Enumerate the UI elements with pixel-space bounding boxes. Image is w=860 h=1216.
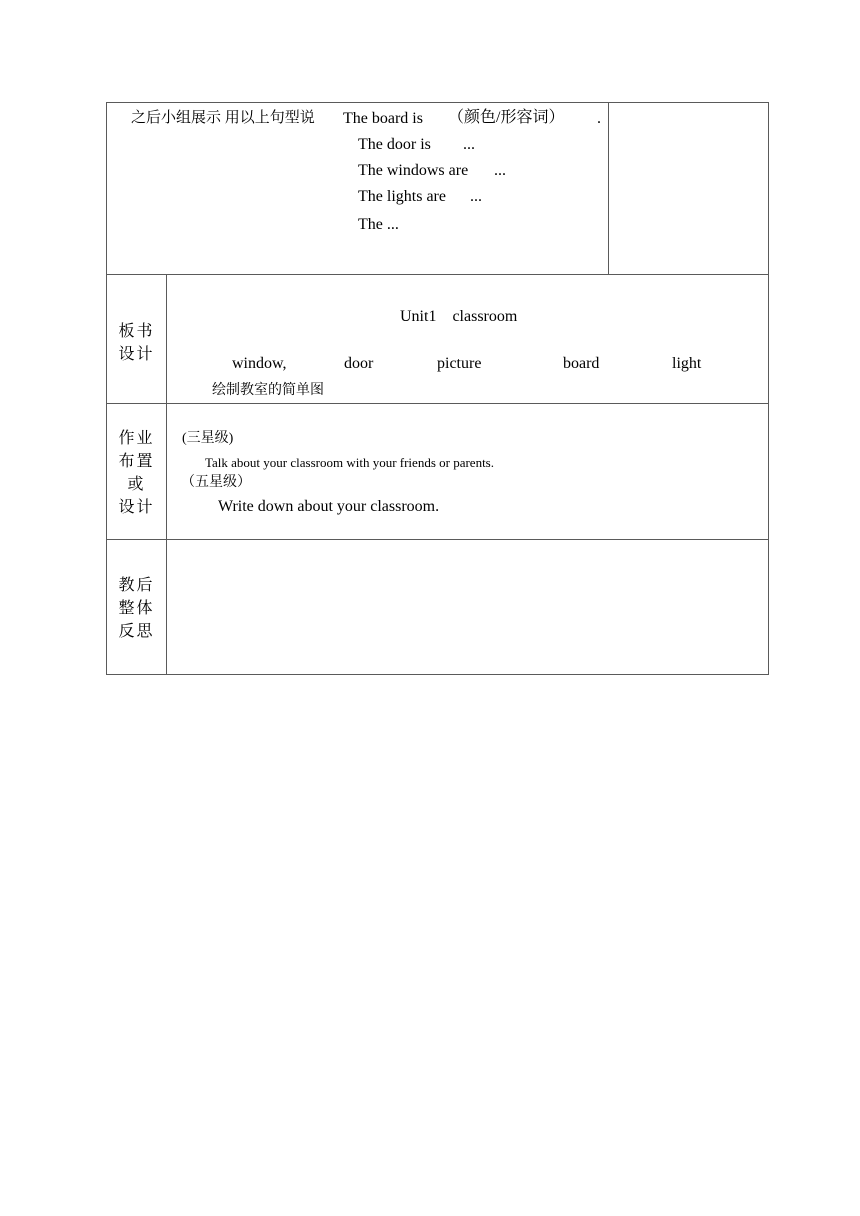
homework-label-line: 布置 (118, 453, 155, 470)
pattern-lights: The lights are (358, 188, 446, 205)
board-word: board (563, 355, 600, 372)
board-design-label-line: 设计 (118, 346, 155, 363)
board-design-label-line: 板书 (118, 323, 155, 340)
board-design-label (107, 320, 166, 366)
homework-label (107, 427, 166, 519)
pattern-windows-end: ... (494, 162, 506, 179)
pattern-door-end: ... (463, 136, 475, 153)
board-word: door (344, 355, 374, 372)
divider-row1-note (608, 102, 609, 275)
pattern-lights-end: ... (470, 188, 482, 205)
homework-label-line: 设计 (118, 499, 155, 516)
pattern-door: The door is (358, 136, 431, 153)
homework-level-three-star: (三星级) (182, 431, 234, 446)
board-drawing-note: 绘制教室的简单图 (212, 383, 324, 398)
homework-label-line: 作业 (118, 430, 155, 447)
border-top (106, 102, 769, 103)
border-right (768, 102, 769, 675)
pattern-board-end: . (597, 110, 601, 127)
pattern-windows: The windows are (358, 162, 469, 179)
reflection-label-line: 反思 (118, 623, 155, 640)
pattern-other: The ... (358, 216, 399, 233)
reflection-label (107, 574, 166, 643)
border-row3-bottom (106, 539, 769, 540)
reflection-label-line: 教后 (118, 577, 155, 594)
homework-level-five-star: （五星级） (181, 475, 251, 490)
border-bottom (106, 674, 769, 675)
group-show-intro: 之后小组展示 用以上句型说 (131, 110, 315, 126)
pattern-board: The board is (343, 110, 423, 127)
board-word: light (672, 355, 702, 372)
board-word: window, (232, 355, 287, 372)
divider-label-column (166, 274, 167, 675)
border-row1-bottom (106, 274, 769, 275)
border-row2-bottom (106, 403, 769, 404)
homework-label-line: 或 (127, 476, 146, 493)
homework-task-five-star: Write down about your classroom. (218, 498, 440, 515)
pattern-board-hint: （颜色/形容词） (448, 109, 565, 126)
reflection-label-line: 整体 (118, 600, 155, 617)
board-word: picture (437, 355, 482, 372)
homework-task-three-star: Talk about your classroom with your friends or parents. (205, 455, 494, 470)
board-title: Unit1 classroom (400, 308, 518, 325)
